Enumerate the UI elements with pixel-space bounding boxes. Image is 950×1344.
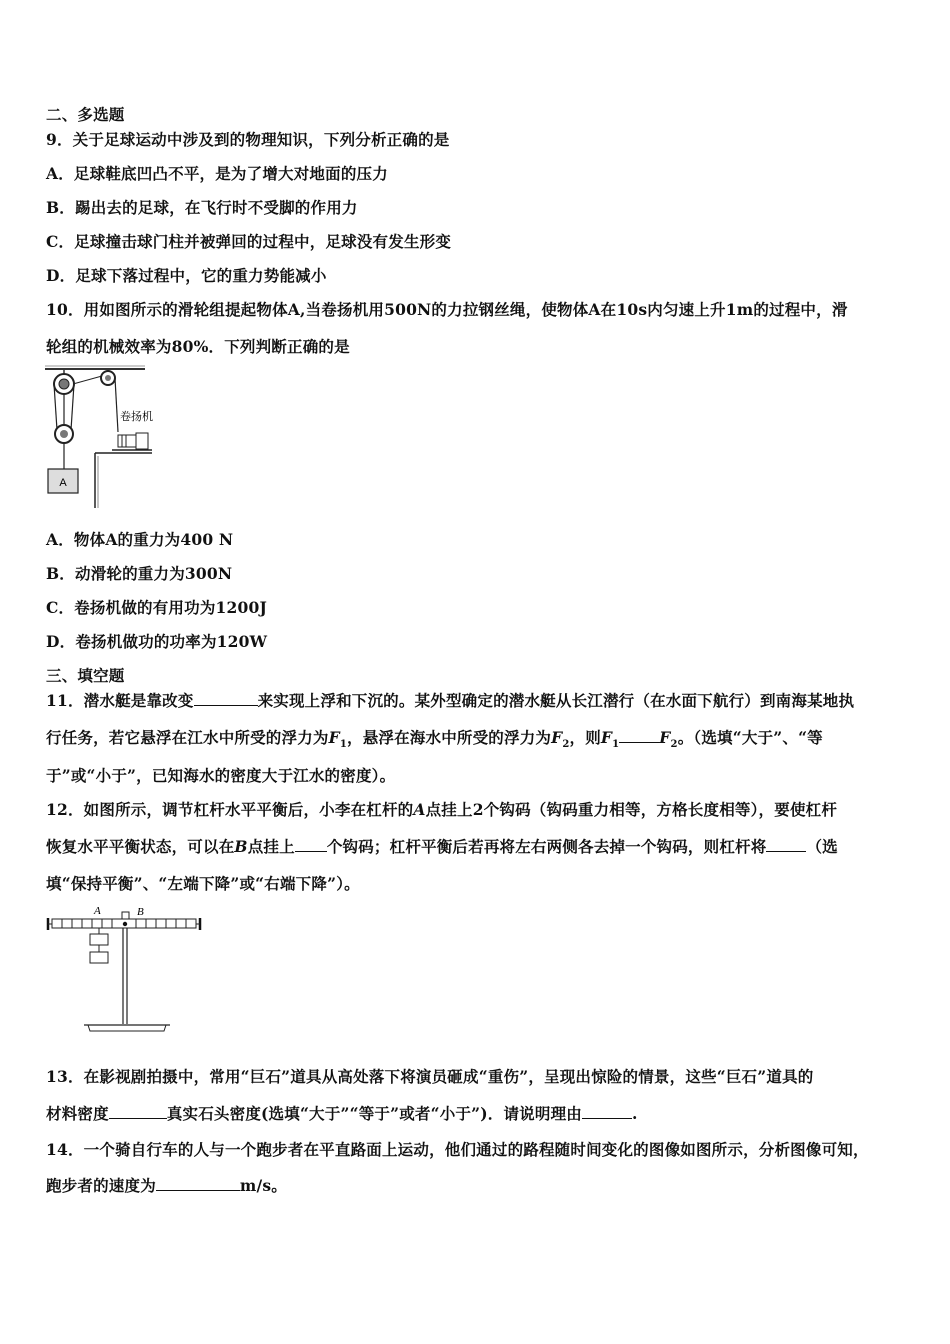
q9-option-b: B．踢出去的足球，在飞行时不受脚的作用力 [46, 198, 358, 217]
answer-blank[interactable] [295, 837, 327, 852]
q11-line3: 于”或“小于”，已知海水的密度大于江水的密度）。 [46, 766, 396, 785]
fig-winch-label: 卷扬机 [120, 411, 153, 423]
q12-line2: 恢复水平平衡状态，可以在B点挂上 个钩码；杠杆平衡后若再将左右两侧各去掉一个钩码，则杠杆将 （选 [46, 837, 838, 856]
q12-line3: 填“保持平衡”、“左端下降”或“右端下降”）。 [46, 874, 360, 893]
q10-stem-line1: 10．用如图所示的滑轮组提起物体A,当卷扬机用500N的力拉钢丝绳，使物体A在10s内匀速上升1m的过程中，滑 [46, 300, 848, 319]
q11-line2: 行任务，若它悬浮在江水中所受的浮力为$F_1$，悬浮在海水中所受的浮力为$F_2$，则$F_1$ $F_2$。（选填“大于”、“等 [46, 728, 823, 751]
q9-option-c: C．足球撞击球门柱并被弹回的过程中，足球没有发生形变 [46, 232, 452, 251]
q11-line1: 11．潜水艇是靠改变 来实现上浮和下沉的。某外型确定的潜水艇从长江潜行（在水面下航行）到南海某地执 [46, 691, 855, 710]
fig-block-label: A [59, 477, 67, 489]
section-title-multiple-choice: 二、多选题 [46, 105, 125, 124]
q9-stem: 9．关于足球运动中涉及到的物理知识，下列分析正确的是 [46, 130, 450, 149]
pulley-winch-figure [40, 362, 160, 510]
q10-option-c: C．卷扬机做的有用功为1200J [46, 598, 268, 617]
q9-option-a: A．足球鞋底凹凸不平，是为了增大对地面的压力 [46, 164, 388, 183]
answer-blank[interactable] [766, 837, 806, 852]
fig-label-b: B [137, 906, 144, 918]
q10-option-b: B．动滑轮的重力为300N [46, 564, 233, 583]
answer-blank[interactable] [194, 691, 258, 706]
q10-option-d: D．卷扬机做功的功率为120W [46, 632, 268, 651]
q13-line2: 材料密度 真实石头密度(选填“大于”“等于”或者“小于”)．请说明理由 . [46, 1104, 638, 1123]
q9-option-d: D．足球下落过程中，它的重力势能减小 [46, 266, 327, 285]
q14-line1: 14．一个骑自行车的人与一个跑步者在平直路面上运动，他们通过的路程随时间变化的图像如图所示，分析图像可知， [46, 1140, 869, 1159]
q14-line2: 跑步者的速度为 m/s。 [46, 1176, 287, 1195]
answer-blank[interactable] [582, 1104, 632, 1119]
answer-blank[interactable] [109, 1104, 167, 1119]
answer-blank[interactable] [156, 1176, 240, 1191]
lever-figure [44, 902, 214, 1038]
q13-line1: 13．在影视剧拍摄中，常用“巨石”道具从高处落下将演员砸成“重伤”，呈现出惊险的情景，这些“巨石”道具的 [46, 1067, 814, 1086]
q10-stem-line2: 轮组的机械效率为80%．下列判断正确的是 [46, 337, 350, 356]
fig-label-a: A [94, 905, 101, 917]
section-title-fill-blank: 三、填空题 [46, 666, 125, 685]
q10-option-a: A．物体A的重力为400 N [46, 530, 234, 549]
q12-line1: 12．如图所示，调节杠杆水平平衡后，小李在杠杆的A点挂上2个钩码（钩码重力相等，方格长度相等），要使杠杆 [46, 800, 838, 819]
answer-blank[interactable] [619, 728, 659, 743]
